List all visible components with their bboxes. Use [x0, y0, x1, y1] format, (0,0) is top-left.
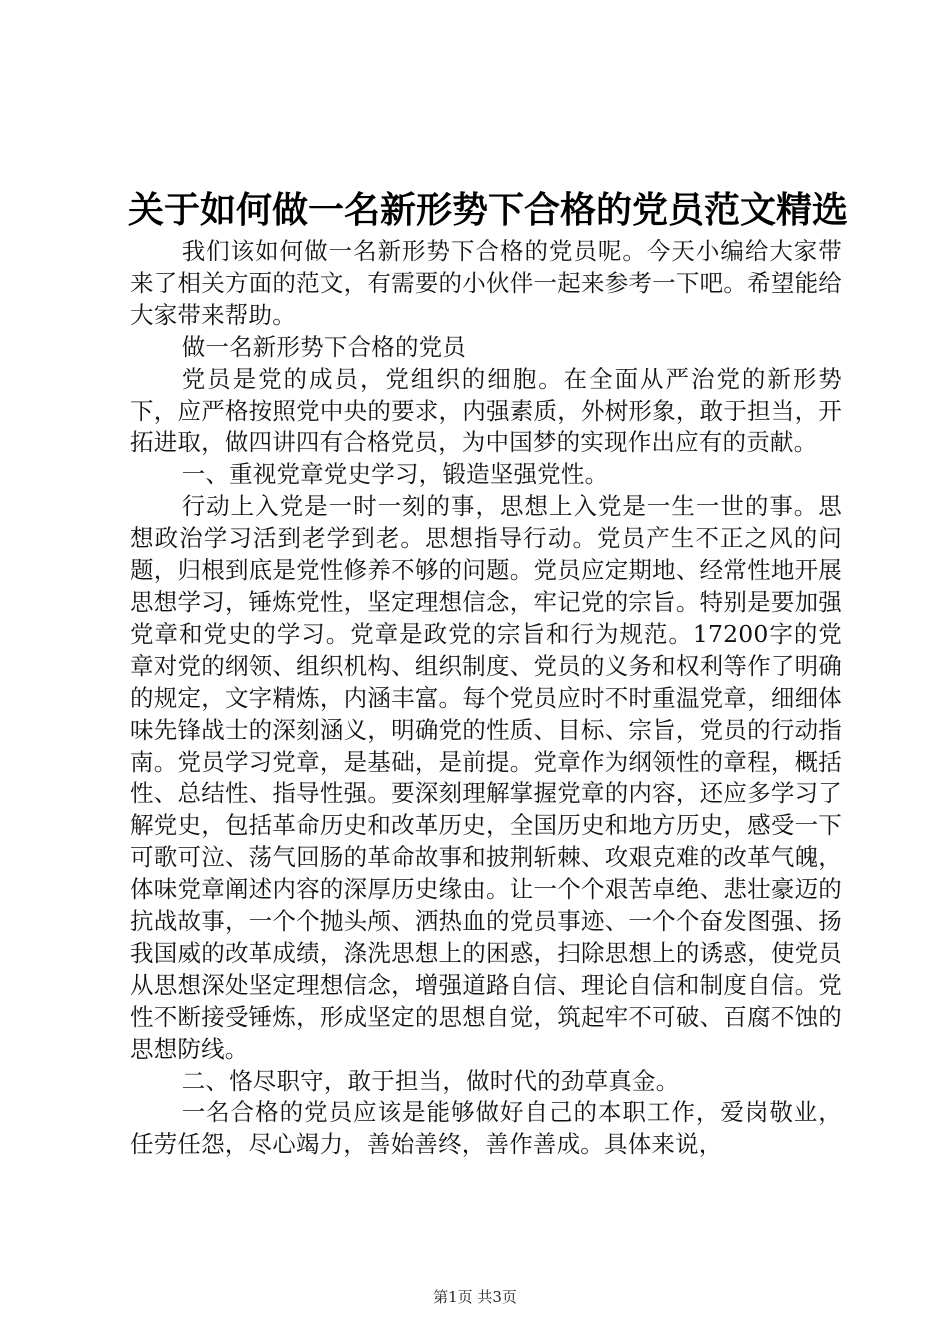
paragraph-intro: 我们该如何做一名新形势下合格的党员呢。今天小编给大家带来了相关方面的范文，有需要的小伙伴一起来参考一下吧。希望能给大家带来帮助。	[130, 237, 842, 329]
paragraph-overview: 党员是党的成员，党组织的细胞。在全面从严治党的新形势下，应严格按照党中央的要求，内强素质，外树形象，敢于担当，开拓进取，做四讲四有合格党员，为中国梦的实现作出应有的贡献。	[130, 364, 842, 457]
section-heading-1: 一、重视党章党史学习，锻造坚强党性。	[181, 460, 609, 489]
paragraph-section-1: 行动上入党是一时一刻的事，思想上入党是一生一世的事。思想政治学习活到老学到老。思想指导行动。党员产生不正之风的问题，归根到底是党性修养不够的问题。党员应定期地、经常性地开展思想学习，锤炼党性，坚定理想信念，牢记党的宗旨。特别是要加强党章和党史的学习。党章是政党的宗旨和行为规范。17200字的党章对党的纲领、组织机构、组织制度、党员的义务和权利等作了明确的规定，文字精炼，内涵丰富。每个党员应时不时重温党章，细细体味先锋战士的深刻涵义，明确党的性质、目标、宗旨，党员的行动指南。党员学习党章，是基础，是前提。党章作为纲领性的章程，概括性、总结性、指导性强。要深刻理解掌握党章的内容，还应多学习了解党史，包括革命历史和改革历史，全国历史和地方历史，感受一下可歌可泣、荡气回肠的革命故事和披荆斩棘、攻艰克难的改革气魄，体味党章阐述内容的深厚历史缘由。让一个个艰苦卓绝、悲壮豪迈的抗战故事，一个个抛头颅、洒热血的党员事迹、一个个奋发图强、扬我国威的改革成绩，涤洗思想上的困惑，扫除思想上的诱惑，使党员从思想深处坚定理想信念，增强道路自信、理论自信和制度自信。党性不断接受锤炼，形成坚定的思想自觉，筑起牢不可破、百腐不蚀的思想防线。	[130, 492, 842, 1063]
paragraph-subtitle: 做一名新形势下合格的党员	[181, 332, 467, 361]
paragraph-section-2: 一名合格的党员应该是能够做好自己的本职工作，爱岗敬业，任劳任怨，尽心竭力，善始善终，善作善成。具体来说，	[130, 1098, 842, 1159]
section-heading-2: 二、恪尽职守，敢于担当，做时代的劲草真金。	[181, 1066, 680, 1095]
document-body	[130, 236, 842, 1161]
document-title: 关于如何做一名新形势下合格的党员范文精选	[128, 189, 849, 231]
page-number: 第1页 共3页	[433, 1288, 517, 1306]
